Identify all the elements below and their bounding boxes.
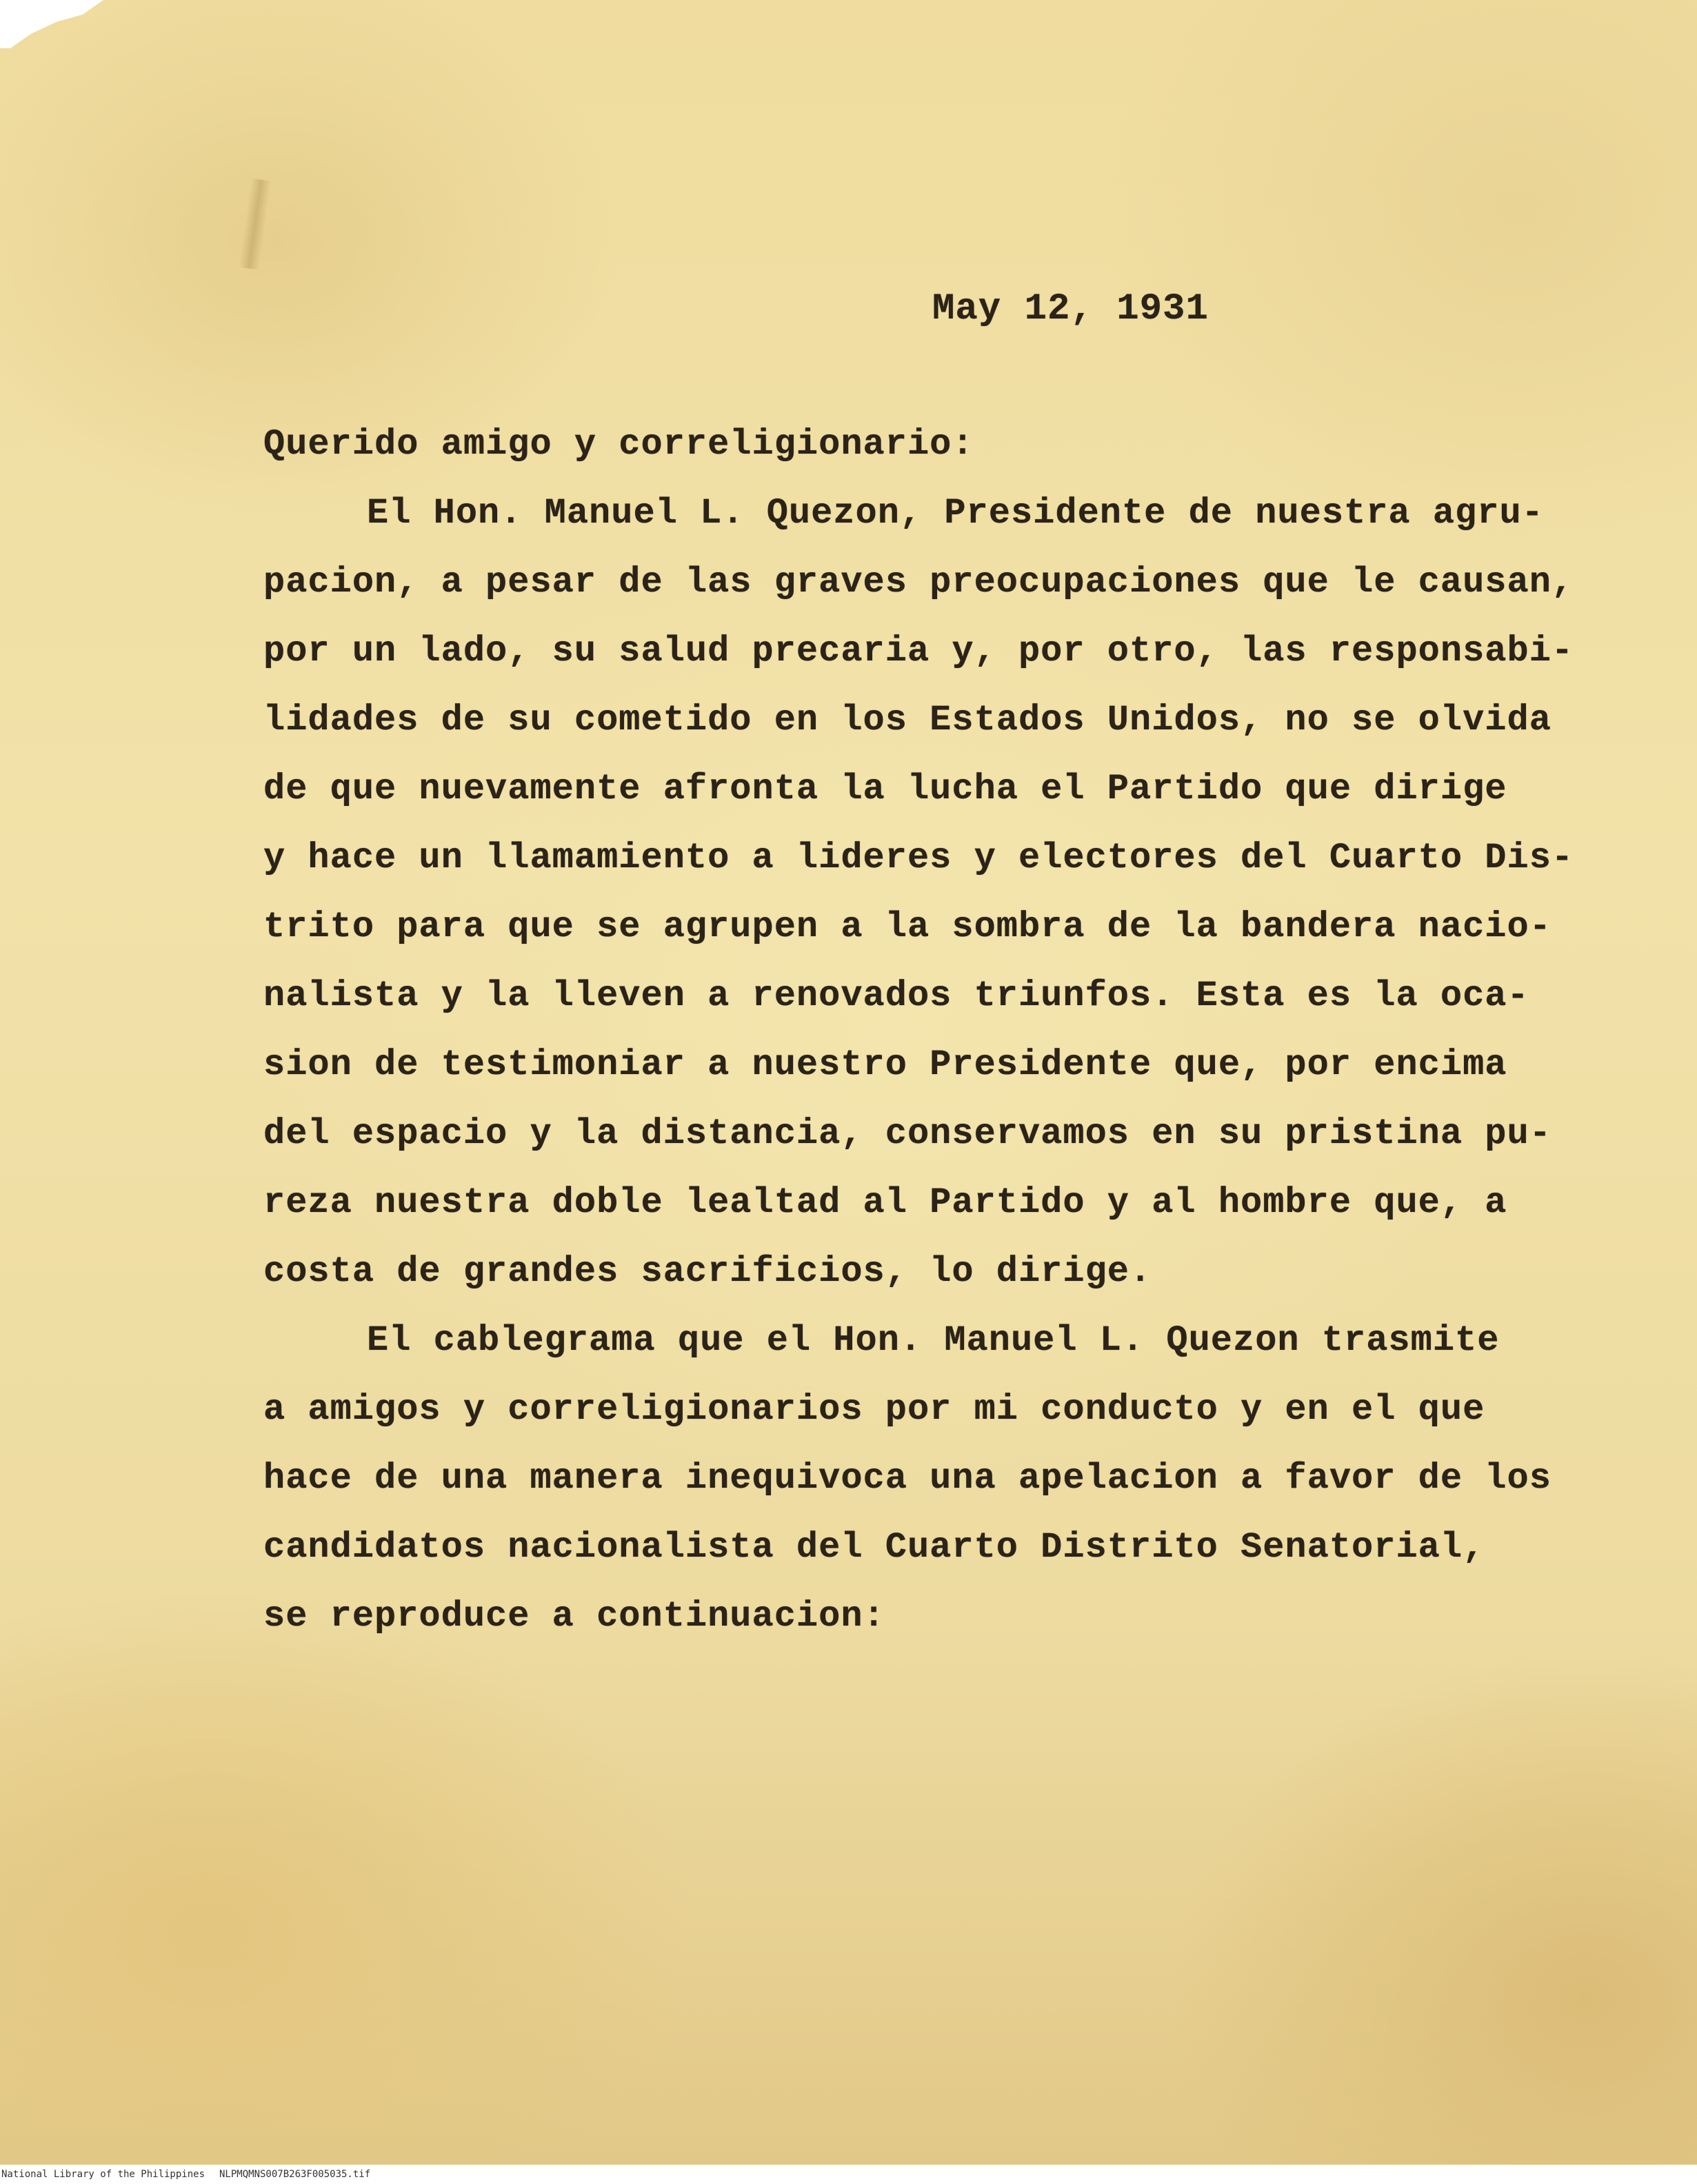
paragraph-2-line: hace de una manera inequivoca una apelacion a favor de los (263, 1458, 1552, 1499)
paragraph-1-line: lidades de su cometido en los Estados Unidos, no se olvida (263, 700, 1552, 740)
paragraph-2-line: se reproduce a continuacion: (263, 1596, 885, 1637)
paragraph-1-line: y hace un llamamiento a lideres y electores del Cuarto Dis- (263, 838, 1574, 878)
footer-institution: National Library of the Philippines (1, 2169, 205, 2180)
paragraph-1-line: El Hon. Manuel L. Quezon, Presidente de nuestra agru- (367, 493, 1544, 534)
paragraph-2-line: candidatos nacionalista del Cuarto Distrito Senatorial, (263, 1527, 1485, 1568)
letter-date: May 12, 1931 (932, 288, 1209, 330)
paragraph-1-line: reza nuestra doble lealtad al Partido y al hombre que, a (263, 1182, 1507, 1223)
paragraph-1-line: por un lado, su salud precaria y, por otro, las responsabi- (263, 631, 1574, 671)
paper-crease (239, 179, 272, 270)
torn-corner (0, 0, 103, 48)
paragraph-1-line: sion de testimoniar a nuestro Presidente que, por encima (263, 1044, 1507, 1085)
paragraph-1-line: nalista y la lleven a renovados triunfos. Esta es la oca- (263, 975, 1529, 1016)
salutation: Querido amigo y correligionario: (263, 424, 974, 465)
paragraph-2-line: El cablegrama que el Hon. Manuel L. Quezon trasmite (367, 1320, 1500, 1361)
paragraph-1-line: pacion, a pesar de las graves preocupaciones que le causan, (263, 562, 1574, 603)
paragraph-1-line: de que nuevamente afronta la lucha el Partido que dirige (263, 769, 1507, 809)
paragraph-1-line: trito para que se agrupen a la sombra de la bandera nacio- (263, 907, 1552, 947)
footer-filename: NLPMQMNS007B263F005035.tif (219, 2169, 371, 2180)
archive-footer (0, 2165, 1697, 2184)
paragraph-1-line: del espacio y la distancia, conservamos en su pristina pu- (263, 1113, 1552, 1154)
paragraph-2-line: a amigos y correligionarios por mi conducto y en el que (263, 1389, 1485, 1430)
paragraph-1-line: costa de grandes sacrificios, lo dirige. (263, 1251, 1152, 1292)
